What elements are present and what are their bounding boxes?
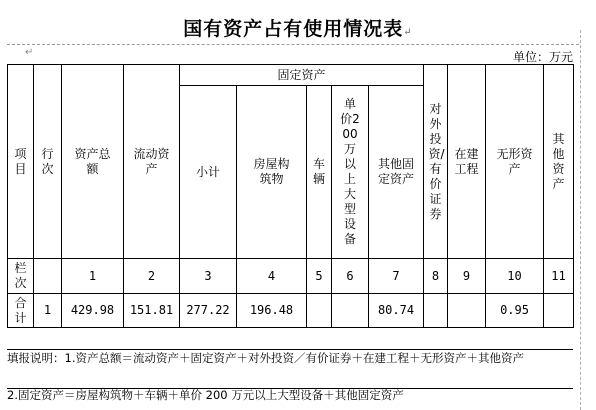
col-no-7: 7: [369, 259, 424, 294]
header-row-no: 行次: [34, 65, 62, 259]
investment-value: [424, 294, 448, 328]
header-total-assets: 资产总额: [62, 65, 124, 259]
col-no-2: 2: [124, 259, 180, 294]
header-other-assets: 其他资产: [544, 65, 574, 259]
col-no-8: 8: [424, 259, 448, 294]
col-no-4: 4: [237, 259, 307, 294]
col-no-11: 11: [544, 259, 574, 294]
subtotal-value: 277.22: [180, 294, 237, 328]
col-no-10: 10: [486, 259, 544, 294]
title-text: 国有资产占有使用情况表: [183, 18, 404, 40]
total-row: [8, 294, 574, 328]
page-title: [0, 14, 596, 41]
col-no-6: 6: [332, 259, 369, 294]
header-other-fixed: 其他固定资产: [369, 86, 424, 259]
header-item: 项目: [8, 65, 34, 259]
col-no-1: 1: [62, 259, 124, 294]
total-row-label: 合计: [8, 294, 34, 328]
col-no-5: 5: [307, 259, 332, 294]
header-vehicles: 车辆: [307, 86, 332, 259]
vehicles-value: [307, 294, 332, 328]
header-large-equipment: 单价200万以上大型设备: [332, 86, 369, 259]
other-assets-value: [544, 294, 574, 328]
note-1-text: 填报说明：1.资产总额＝流动资产＋固定资产＋对外投资／有价证券＋在建工程＋无形资产＋其他资产: [7, 351, 524, 365]
unit-row: [7, 44, 579, 65]
col-no-3: 3: [180, 259, 237, 294]
col-no-9: 9: [448, 259, 486, 294]
asset-table: [7, 64, 574, 328]
unit-label: 单位：万元: [512, 50, 573, 64]
header-intangible: 无形资产: [486, 65, 544, 259]
paragraph-mark-icon: ↵: [25, 47, 34, 58]
paragraph-mark-icon: ↵: [403, 27, 413, 38]
column-row-label: 栏次: [8, 259, 34, 294]
total-row-no: 1: [34, 294, 62, 328]
margin-guide: [580, 30, 581, 410]
header-fixed-assets: 固定资产: [180, 65, 424, 86]
column-number-row: [8, 259, 574, 294]
header-current-assets: 流动资产: [124, 65, 180, 259]
note-3-cutoff: [7, 403, 573, 410]
note-2-text: 2.固定资产＝房屋构筑物＋车辆＋单价 200 万元以上大型设备＋其他固定资产: [7, 388, 404, 402]
header-subtotal: 小计: [180, 86, 237, 259]
total-assets-value: 429.98: [62, 294, 124, 328]
header-buildings: 房屋构筑物: [237, 86, 307, 259]
large-equipment-value: [332, 294, 369, 328]
note-2: [7, 387, 573, 403]
intangible-value: 0.95: [486, 294, 544, 328]
note-1: [7, 349, 573, 389]
header-construction: 在建工程: [448, 65, 486, 259]
buildings-value: 196.48: [237, 294, 307, 328]
current-assets-value: 151.81: [124, 294, 180, 328]
construction-value: [448, 294, 486, 328]
other-fixed-value: 80.74: [369, 294, 424, 328]
header-investment: 对外投资/有价证券: [424, 65, 448, 259]
